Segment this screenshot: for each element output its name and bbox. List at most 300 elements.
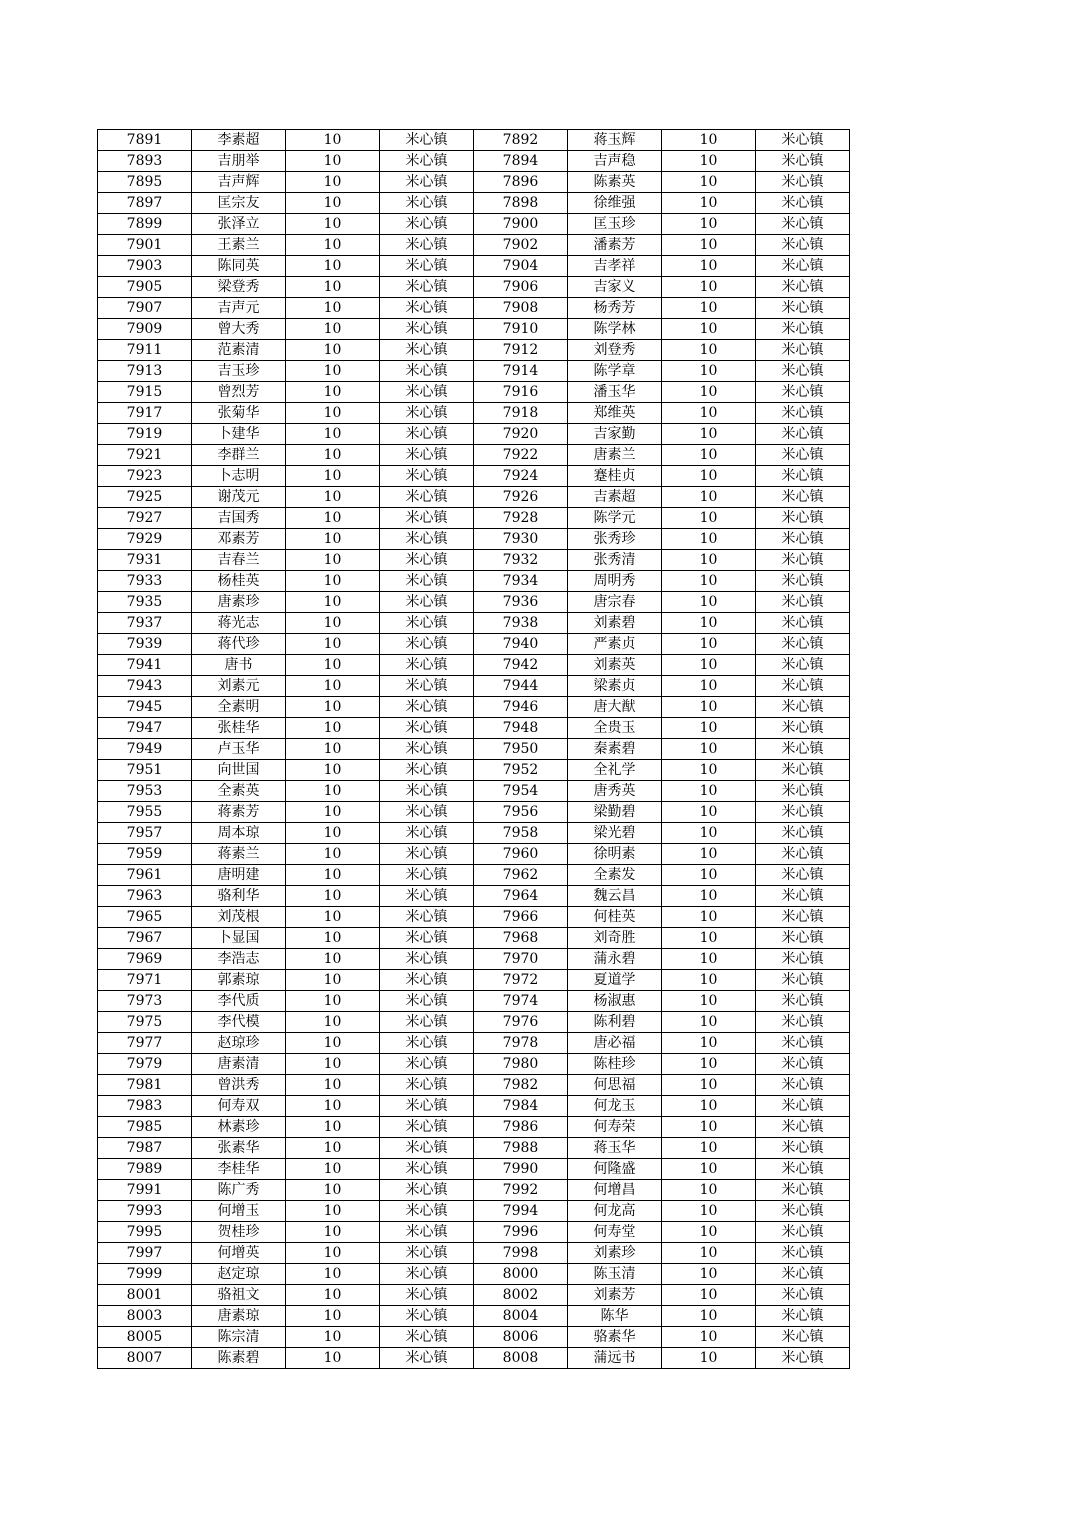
name-cell: 何增玉	[192, 1201, 286, 1222]
table-row	[98, 193, 850, 214]
amount-cell: 10	[286, 1285, 380, 1306]
town-cell: 米心镇	[380, 1285, 474, 1306]
town-cell: 米心镇	[756, 1012, 850, 1033]
id-cell: 7908	[474, 298, 568, 319]
name-cell: 李代质	[192, 991, 286, 1012]
name-cell: 吉春兰	[192, 550, 286, 571]
town-cell: 米心镇	[756, 1159, 850, 1180]
amount-cell: 10	[662, 613, 756, 634]
amount-cell: 10	[286, 949, 380, 970]
id-cell: 7941	[98, 655, 192, 676]
name-cell: 吉玉珍	[192, 361, 286, 382]
id-cell: 7979	[98, 1054, 192, 1075]
id-cell: 7998	[474, 1243, 568, 1264]
town-cell: 米心镇	[380, 1012, 474, 1033]
table-row	[98, 256, 850, 277]
id-cell: 7933	[98, 571, 192, 592]
amount-cell: 10	[662, 529, 756, 550]
id-cell: 7978	[474, 1033, 568, 1054]
table-row	[98, 1201, 850, 1222]
table-row	[98, 802, 850, 823]
id-cell: 7954	[474, 781, 568, 802]
amount-cell: 10	[286, 1012, 380, 1033]
town-cell: 米心镇	[380, 151, 474, 172]
id-cell: 7896	[474, 172, 568, 193]
town-cell: 米心镇	[380, 655, 474, 676]
id-cell: 7932	[474, 550, 568, 571]
town-cell: 米心镇	[756, 802, 850, 823]
amount-cell: 10	[286, 718, 380, 739]
name-cell: 刘奇胜	[568, 928, 662, 949]
town-cell: 米心镇	[756, 151, 850, 172]
name-cell: 李群兰	[192, 445, 286, 466]
id-cell: 7905	[98, 277, 192, 298]
amount-cell: 10	[286, 823, 380, 844]
amount-cell: 10	[662, 865, 756, 886]
name-cell: 陈华	[568, 1306, 662, 1327]
amount-cell: 10	[286, 1222, 380, 1243]
id-cell: 7983	[98, 1096, 192, 1117]
id-cell: 7990	[474, 1159, 568, 1180]
town-cell: 米心镇	[380, 991, 474, 1012]
town-cell: 米心镇	[756, 613, 850, 634]
name-cell: 吉声辉	[192, 172, 286, 193]
table-row	[98, 151, 850, 172]
town-cell: 米心镇	[380, 1096, 474, 1117]
name-cell: 张素华	[192, 1138, 286, 1159]
id-cell: 7981	[98, 1075, 192, 1096]
town-cell: 米心镇	[756, 1285, 850, 1306]
town-cell: 米心镇	[756, 550, 850, 571]
id-cell: 7948	[474, 718, 568, 739]
amount-cell: 10	[286, 1264, 380, 1285]
table-row	[98, 571, 850, 592]
id-cell: 7925	[98, 487, 192, 508]
town-cell: 米心镇	[756, 1054, 850, 1075]
amount-cell: 10	[662, 508, 756, 529]
id-cell: 7970	[474, 949, 568, 970]
table-row	[98, 1243, 850, 1264]
id-cell: 7969	[98, 949, 192, 970]
amount-cell: 10	[662, 1327, 756, 1348]
id-cell: 7972	[474, 970, 568, 991]
id-cell: 7982	[474, 1075, 568, 1096]
town-cell: 米心镇	[756, 697, 850, 718]
id-cell: 7947	[98, 718, 192, 739]
town-cell: 米心镇	[756, 172, 850, 193]
town-cell: 米心镇	[756, 676, 850, 697]
table-row	[98, 529, 850, 550]
amount-cell: 10	[286, 571, 380, 592]
id-cell: 7940	[474, 634, 568, 655]
town-cell: 米心镇	[380, 466, 474, 487]
id-cell: 8001	[98, 1285, 192, 1306]
town-cell: 米心镇	[756, 403, 850, 424]
id-cell: 7930	[474, 529, 568, 550]
amount-cell: 10	[662, 1138, 756, 1159]
table-row	[98, 130, 850, 151]
name-cell: 徐维强	[568, 193, 662, 214]
name-cell: 张桂华	[192, 718, 286, 739]
name-cell: 赵琼珍	[192, 1033, 286, 1054]
name-cell: 蒋玉辉	[568, 130, 662, 151]
id-cell: 7903	[98, 256, 192, 277]
town-cell: 米心镇	[380, 802, 474, 823]
town-cell: 米心镇	[756, 235, 850, 256]
table-row	[98, 172, 850, 193]
table-row	[98, 508, 850, 529]
id-cell: 7910	[474, 319, 568, 340]
name-cell: 刘素珍	[568, 1243, 662, 1264]
amount-cell: 10	[662, 340, 756, 361]
town-cell: 米心镇	[756, 865, 850, 886]
id-cell: 8000	[474, 1264, 568, 1285]
id-cell: 7986	[474, 1117, 568, 1138]
table-row	[98, 382, 850, 403]
town-cell: 米心镇	[756, 445, 850, 466]
id-cell: 7906	[474, 277, 568, 298]
amount-cell: 10	[286, 970, 380, 991]
id-cell: 7927	[98, 508, 192, 529]
id-cell: 7900	[474, 214, 568, 235]
id-cell: 8005	[98, 1327, 192, 1348]
name-cell: 陈学元	[568, 508, 662, 529]
amount-cell: 10	[662, 718, 756, 739]
table-row	[98, 865, 850, 886]
name-cell: 唐明建	[192, 865, 286, 886]
town-cell: 米心镇	[380, 445, 474, 466]
amount-cell: 10	[662, 1285, 756, 1306]
amount-cell: 10	[662, 172, 756, 193]
name-cell: 全素发	[568, 865, 662, 886]
town-cell: 米心镇	[380, 739, 474, 760]
name-cell: 梁勤碧	[568, 802, 662, 823]
town-cell: 米心镇	[380, 277, 474, 298]
name-cell: 梁登秀	[192, 277, 286, 298]
name-cell: 何思福	[568, 1075, 662, 1096]
amount-cell: 10	[286, 235, 380, 256]
table-row	[98, 1264, 850, 1285]
id-cell: 7984	[474, 1096, 568, 1117]
id-cell: 7914	[474, 361, 568, 382]
amount-cell: 10	[662, 907, 756, 928]
id-cell: 7918	[474, 403, 568, 424]
id-cell: 7999	[98, 1264, 192, 1285]
table-row	[98, 634, 850, 655]
id-cell: 7917	[98, 403, 192, 424]
amount-cell: 10	[662, 1033, 756, 1054]
id-cell: 7915	[98, 382, 192, 403]
town-cell: 米心镇	[756, 634, 850, 655]
town-cell: 米心镇	[756, 1075, 850, 1096]
table-row	[98, 361, 850, 382]
name-cell: 吉家义	[568, 277, 662, 298]
town-cell: 米心镇	[380, 1054, 474, 1075]
name-cell: 陈广秀	[192, 1180, 286, 1201]
amount-cell: 10	[286, 1075, 380, 1096]
amount-cell: 10	[286, 865, 380, 886]
name-cell: 杨淑惠	[568, 991, 662, 1012]
id-cell: 7911	[98, 340, 192, 361]
town-cell: 米心镇	[380, 886, 474, 907]
amount-cell: 10	[286, 361, 380, 382]
id-cell: 7939	[98, 634, 192, 655]
amount-cell: 10	[286, 1348, 380, 1369]
amount-cell: 10	[286, 466, 380, 487]
amount-cell: 10	[286, 340, 380, 361]
town-cell: 米心镇	[756, 970, 850, 991]
table-row	[98, 277, 850, 298]
table-row	[98, 760, 850, 781]
name-cell: 何寿荣	[568, 1117, 662, 1138]
amount-cell: 10	[286, 256, 380, 277]
id-cell: 7895	[98, 172, 192, 193]
id-cell: 7960	[474, 844, 568, 865]
amount-cell: 10	[662, 130, 756, 151]
name-cell: 秦素碧	[568, 739, 662, 760]
name-cell: 徐明素	[568, 844, 662, 865]
name-cell: 唐宗春	[568, 592, 662, 613]
name-cell: 卜显国	[192, 928, 286, 949]
name-cell: 陈素英	[568, 172, 662, 193]
amount-cell: 10	[286, 1096, 380, 1117]
id-cell: 7965	[98, 907, 192, 928]
name-cell: 曾洪秀	[192, 1075, 286, 1096]
town-cell: 米心镇	[756, 340, 850, 361]
table-row	[98, 1348, 850, 1369]
town-cell: 米心镇	[380, 571, 474, 592]
amount-cell: 10	[286, 1138, 380, 1159]
town-cell: 米心镇	[756, 256, 850, 277]
id-cell: 7934	[474, 571, 568, 592]
id-cell: 7989	[98, 1159, 192, 1180]
town-cell: 米心镇	[380, 193, 474, 214]
town-cell: 米心镇	[756, 991, 850, 1012]
town-cell: 米心镇	[756, 487, 850, 508]
name-cell: 陈学章	[568, 361, 662, 382]
id-cell: 7975	[98, 1012, 192, 1033]
table-row	[98, 445, 850, 466]
name-cell: 吉声稳	[568, 151, 662, 172]
id-cell: 7987	[98, 1138, 192, 1159]
id-cell: 7951	[98, 760, 192, 781]
town-cell: 米心镇	[380, 1348, 474, 1369]
amount-cell: 10	[662, 886, 756, 907]
town-cell: 米心镇	[756, 655, 850, 676]
town-cell: 米心镇	[380, 1306, 474, 1327]
amount-cell: 10	[662, 445, 756, 466]
id-cell: 7919	[98, 424, 192, 445]
amount-cell: 10	[662, 634, 756, 655]
amount-cell: 10	[662, 655, 756, 676]
name-cell: 赵定琼	[192, 1264, 286, 1285]
town-cell: 米心镇	[380, 1201, 474, 1222]
town-cell: 米心镇	[380, 1159, 474, 1180]
table-row	[98, 1138, 850, 1159]
table-row	[98, 970, 850, 991]
name-cell: 全贵玉	[568, 718, 662, 739]
id-cell: 8007	[98, 1348, 192, 1369]
town-cell: 米心镇	[756, 1180, 850, 1201]
name-cell: 邓素芳	[192, 529, 286, 550]
name-cell: 吉素超	[568, 487, 662, 508]
table-row	[98, 1012, 850, 1033]
id-cell: 7956	[474, 802, 568, 823]
id-cell: 7899	[98, 214, 192, 235]
amount-cell: 10	[286, 739, 380, 760]
id-cell: 7936	[474, 592, 568, 613]
name-cell: 陈利碧	[568, 1012, 662, 1033]
name-cell: 潘玉华	[568, 382, 662, 403]
name-cell: 蒲永碧	[568, 949, 662, 970]
amount-cell: 10	[286, 1033, 380, 1054]
name-cell: 陈宗清	[192, 1327, 286, 1348]
amount-cell: 10	[286, 193, 380, 214]
amount-cell: 10	[662, 1348, 756, 1369]
name-cell: 吉孝祥	[568, 256, 662, 277]
town-cell: 米心镇	[380, 823, 474, 844]
name-cell: 何寿双	[192, 1096, 286, 1117]
amount-cell: 10	[662, 697, 756, 718]
name-cell: 林素珍	[192, 1117, 286, 1138]
id-cell: 7893	[98, 151, 192, 172]
town-cell: 米心镇	[380, 1075, 474, 1096]
amount-cell: 10	[286, 487, 380, 508]
table-row	[98, 424, 850, 445]
table-row	[98, 319, 850, 340]
name-cell: 蒲远书	[568, 1348, 662, 1369]
name-cell: 卜建华	[192, 424, 286, 445]
town-cell: 米心镇	[380, 970, 474, 991]
id-cell: 7946	[474, 697, 568, 718]
town-cell: 米心镇	[380, 928, 474, 949]
table-body	[98, 130, 850, 1369]
town-cell: 米心镇	[756, 886, 850, 907]
town-cell: 米心镇	[380, 1264, 474, 1285]
id-cell: 7937	[98, 613, 192, 634]
id-cell: 8004	[474, 1306, 568, 1327]
name-cell: 陈桂珍	[568, 1054, 662, 1075]
amount-cell: 10	[286, 613, 380, 634]
id-cell: 7943	[98, 676, 192, 697]
amount-cell: 10	[662, 1264, 756, 1285]
amount-cell: 10	[662, 1201, 756, 1222]
town-cell: 米心镇	[756, 214, 850, 235]
amount-cell: 10	[286, 424, 380, 445]
town-cell: 米心镇	[756, 823, 850, 844]
town-cell: 米心镇	[380, 1222, 474, 1243]
amount-cell: 10	[286, 802, 380, 823]
id-cell: 7949	[98, 739, 192, 760]
name-cell: 张菊华	[192, 403, 286, 424]
amount-cell: 10	[662, 193, 756, 214]
town-cell: 米心镇	[756, 928, 850, 949]
table-row	[98, 1285, 850, 1306]
town-cell: 米心镇	[380, 865, 474, 886]
name-cell: 谢茂元	[192, 487, 286, 508]
id-cell: 7961	[98, 865, 192, 886]
name-cell: 陈玉清	[568, 1264, 662, 1285]
amount-cell: 10	[286, 550, 380, 571]
id-cell: 7994	[474, 1201, 568, 1222]
town-cell: 米心镇	[756, 1243, 850, 1264]
amount-cell: 10	[662, 781, 756, 802]
table-row	[98, 928, 850, 949]
id-cell: 8002	[474, 1285, 568, 1306]
id-cell: 7950	[474, 739, 568, 760]
town-cell: 米心镇	[756, 1222, 850, 1243]
amount-cell: 10	[286, 151, 380, 172]
town-cell: 米心镇	[380, 634, 474, 655]
town-cell: 米心镇	[380, 1243, 474, 1264]
amount-cell: 10	[662, 949, 756, 970]
table-row	[98, 718, 850, 739]
id-cell: 7995	[98, 1222, 192, 1243]
amount-cell: 10	[286, 172, 380, 193]
town-cell: 米心镇	[756, 1306, 850, 1327]
amount-cell: 10	[286, 508, 380, 529]
town-cell: 米心镇	[756, 718, 850, 739]
amount-cell: 10	[286, 277, 380, 298]
town-cell: 米心镇	[380, 172, 474, 193]
name-cell: 何龙高	[568, 1201, 662, 1222]
table-row	[98, 1096, 850, 1117]
amount-cell: 10	[286, 1159, 380, 1180]
amount-cell: 10	[662, 298, 756, 319]
town-cell: 米心镇	[756, 949, 850, 970]
name-cell: 吉朋举	[192, 151, 286, 172]
table-row	[98, 844, 850, 865]
amount-cell: 10	[662, 802, 756, 823]
town-cell: 米心镇	[756, 298, 850, 319]
town-cell: 米心镇	[380, 340, 474, 361]
id-cell: 7938	[474, 613, 568, 634]
name-cell: 刘素芳	[568, 1285, 662, 1306]
amount-cell: 10	[662, 235, 756, 256]
name-cell: 郑维英	[568, 403, 662, 424]
amount-cell: 10	[662, 1054, 756, 1075]
town-cell: 米心镇	[756, 781, 850, 802]
name-cell: 王素兰	[192, 235, 286, 256]
amount-cell: 10	[662, 970, 756, 991]
id-cell: 7996	[474, 1222, 568, 1243]
town-cell: 米心镇	[380, 235, 474, 256]
town-cell: 米心镇	[756, 760, 850, 781]
amount-cell: 10	[662, 403, 756, 424]
id-cell: 7891	[98, 130, 192, 151]
town-cell: 米心镇	[380, 550, 474, 571]
id-cell: 7980	[474, 1054, 568, 1075]
amount-cell: 10	[662, 214, 756, 235]
town-cell: 米心镇	[756, 1264, 850, 1285]
name-cell: 刘素元	[192, 676, 286, 697]
id-cell: 7898	[474, 193, 568, 214]
name-cell: 刘登秀	[568, 340, 662, 361]
amount-cell: 10	[286, 697, 380, 718]
town-cell: 米心镇	[380, 1033, 474, 1054]
id-cell: 7912	[474, 340, 568, 361]
name-cell: 蒋玉华	[568, 1138, 662, 1159]
name-cell: 潘素芳	[568, 235, 662, 256]
name-cell: 唐素珍	[192, 592, 286, 613]
table-row	[98, 886, 850, 907]
name-cell: 骆利华	[192, 886, 286, 907]
id-cell: 7902	[474, 235, 568, 256]
amount-cell: 10	[662, 1012, 756, 1033]
name-cell: 唐素琼	[192, 1306, 286, 1327]
town-cell: 米心镇	[756, 424, 850, 445]
town-cell: 米心镇	[756, 529, 850, 550]
